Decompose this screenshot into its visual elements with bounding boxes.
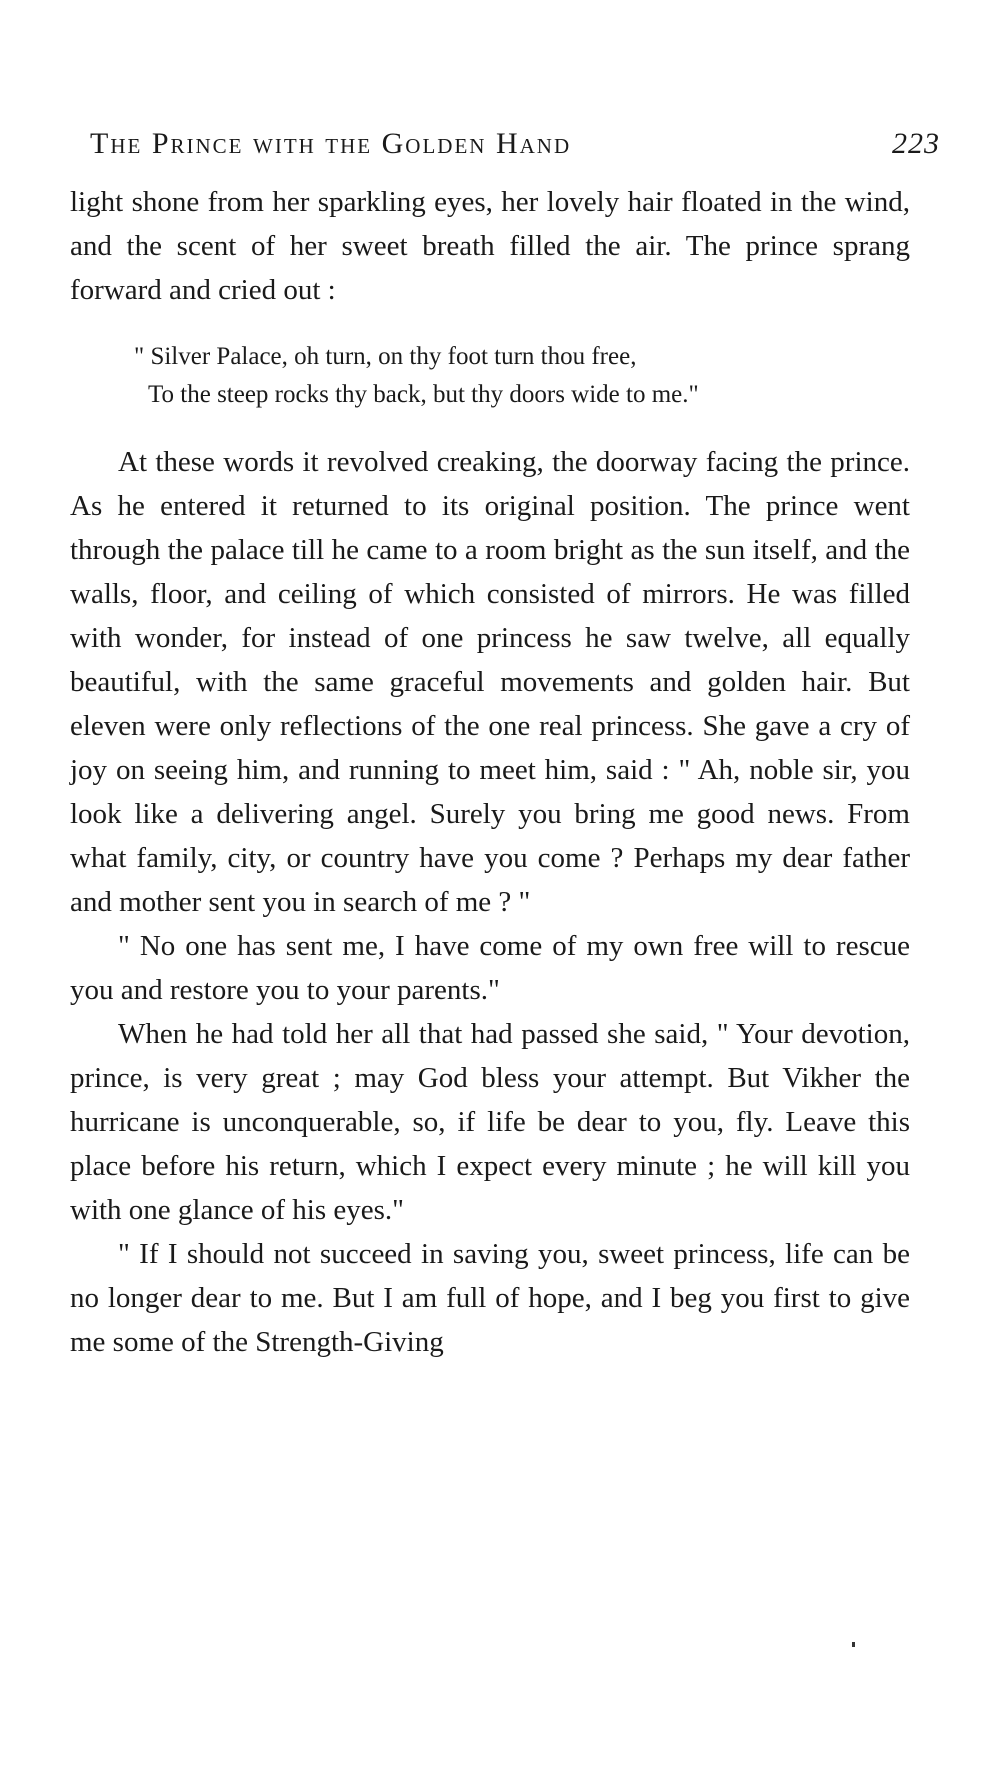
page-number: 223: [892, 127, 940, 160]
verse-block: [70, 338, 910, 414]
paragraph-4: When he had told her all that had passed she said, " Your devotion, prince, is very great ; may God bless your attempt. But Vikher the hurricane is unconquerable, so, if life be dear to you, fly. Leave this place before his return, which I expect every minute ; he will kill you with one glance of his eyes.": [70, 1018, 910, 1226]
ink-speck: [852, 1642, 855, 1647]
paragraph-continued: light shone from her sparkling eyes, her lovely hair floated in the wind, and the scent of her sweet breath filled the air. The prince sprang forward and cried out :: [70, 186, 910, 306]
page-body: [70, 180, 910, 1364]
verse-line-1: " Silver Palace, oh turn, on thy foot turn thou free,: [134, 343, 637, 370]
paragraph-5: " If I should not succeed in saving you, sweet princess, life can be no longer dear to me. But I am full of hope, and I beg you first to give me some of the Strength-Giving: [70, 1238, 910, 1358]
verse-line-2: To the steep rocks thy back, but thy doors wide to me.": [148, 381, 699, 408]
chapter-title: The Prince with the Golden Hand: [90, 127, 572, 160]
running-header: [90, 122, 940, 166]
paragraph-3: " No one has sent me, I have come of my own free will to rescue you and restore you to your parents.": [70, 930, 910, 1006]
paragraph-2: At these words it revolved creaking, the doorway facing the prince. As he entered it returned to its original position. The prince went through the palace till he came to a room bright as the sun itself, and the walls, floor, and ceiling of which consisted of mirrors. He was filled with wonder, for instead of one princess he saw twelve, all equally beautiful, with the same graceful movements and golden hair. But eleven were only reflections of the one real princess. She gave a cry of joy on seeing him, and running to meet him, said : " Ah, noble sir, you look like a delivering angel. Surely you bring me good news. From what family, city, or country have you come ? Perhaps my dear father and mother sent you in search of me ? ": [70, 446, 910, 918]
